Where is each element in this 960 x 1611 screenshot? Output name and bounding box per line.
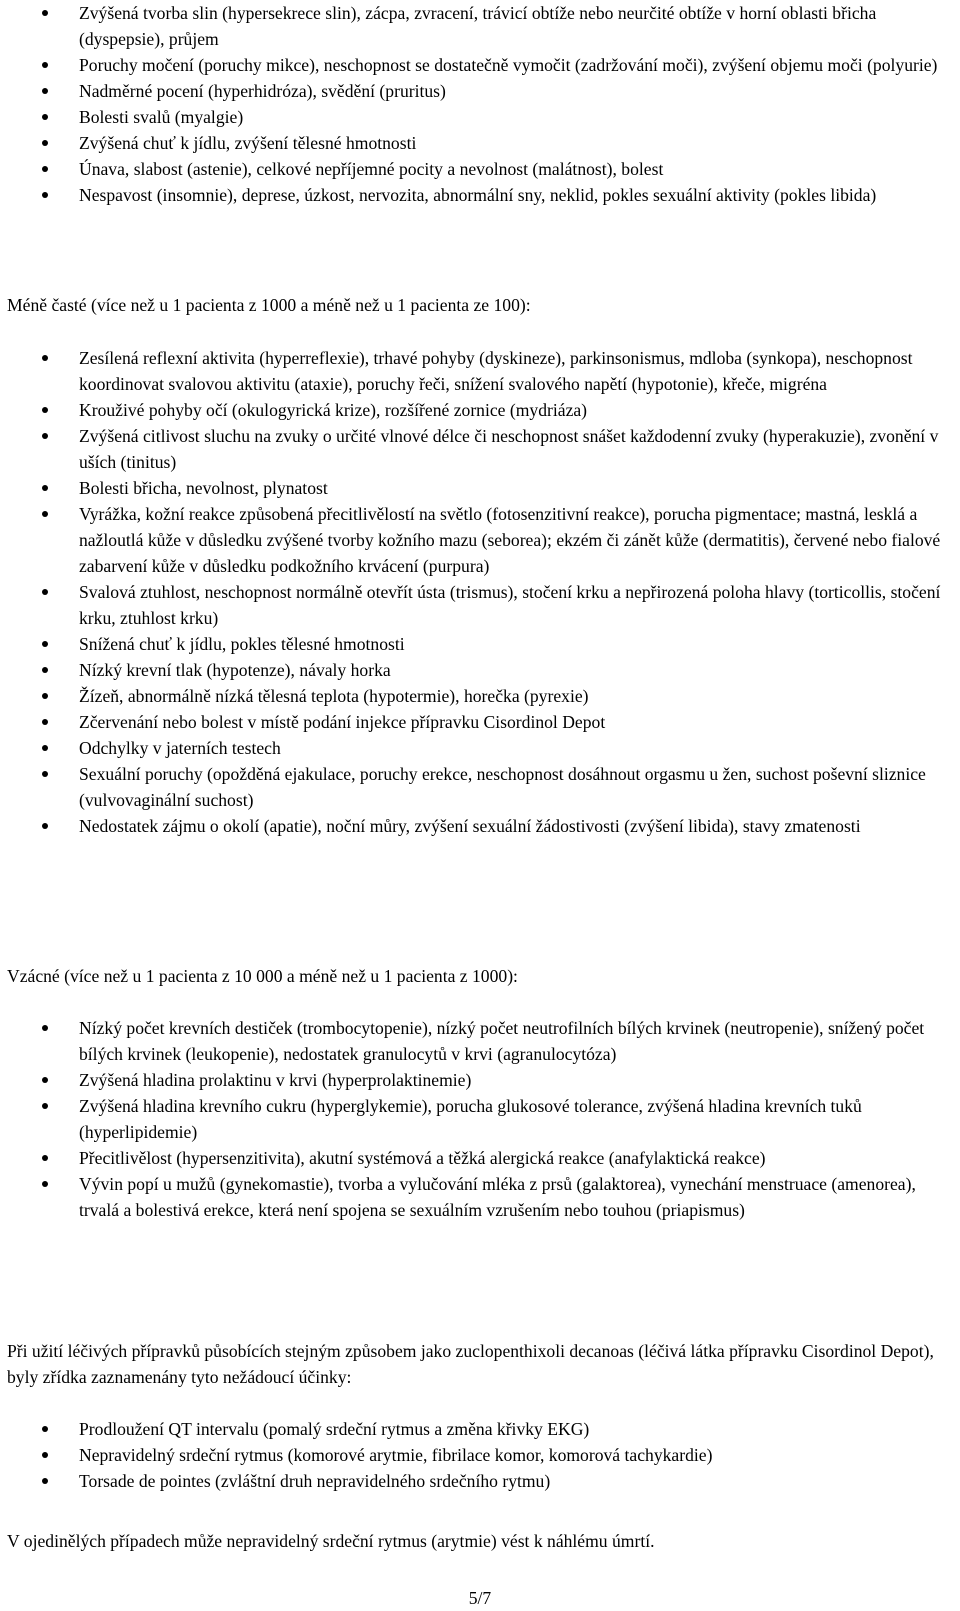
side-effects-list-similar-drugs bbox=[0, 1416, 960, 1494]
page-number: 5/7 bbox=[468, 1588, 492, 1608]
list-item: Žízeň, abnormálně nízká tělesná teplota (hypotermie), horečka (pyrexie) bbox=[0, 683, 960, 709]
list-item: Nízký krevní tlak (hypotenze), návaly horka bbox=[0, 657, 960, 683]
list-item: Zvýšená hladina prolaktinu v krvi (hyperprolaktinemie) bbox=[0, 1067, 960, 1093]
list-item: Sexuální poruchy (opožděná ejakulace, poruchy erekce, neschopnost dosáhnout orgasmu u žen, suchost poševní sliznice (vulvovaginální suchost) bbox=[0, 761, 960, 813]
list-item: Nespavost (insomnie), deprese, úzkost, nervozita, abnormální sny, neklid, pokles sexuální aktivity (pokles libida) bbox=[0, 182, 960, 208]
list-item: Bolesti břicha, nevolnost, plynatost bbox=[0, 475, 960, 501]
list-item: Svalová ztuhlost, neschopnost normálně otevřít ústa (trismus), stočení krku a nepřirozená poloha hlavy (torticollis, stočení krku, ztuhlost krku) bbox=[0, 579, 960, 631]
list-item: Nepravidelný srdeční rytmus (komorové arytmie, fibrilace komor, komorová tachykardie) bbox=[0, 1442, 960, 1468]
list-item: Zčervenání nebo bolest v místě podání injekce přípravku Cisordinol Depot bbox=[0, 709, 960, 735]
list-item: Nadměrné pocení (hyperhidróza), svědění (pruritus) bbox=[0, 78, 960, 104]
list-item: Zvýšená tvorba slin (hypersekrece slin), zácpa, zvracení, trávicí obtíže nebo neurčité obtíže v horní oblasti břicha (dyspepsie), průjem bbox=[0, 0, 960, 52]
list-item: Zvýšená hladina krevního cukru (hyperglykemie), porucha glukosové tolerance, zvýšená hladina krevních tuků (hyperlipidemie) bbox=[0, 1093, 960, 1145]
list-item: Snížená chuť k jídlu, pokles tělesné hmotnosti bbox=[0, 631, 960, 657]
side-effects-list-rare bbox=[0, 1015, 960, 1223]
list-item: Bolesti svalů (myalgie) bbox=[0, 104, 960, 130]
list-item: Torsade de pointes (zvláštní druh nepravidelného srdečního rytmu) bbox=[0, 1468, 960, 1494]
rare-heading: Vzácné (více než u 1 pacienta z 10 000 a méně než u 1 pacienta z 1000): bbox=[7, 966, 518, 986]
similar-drugs-paragraph: Při užití léčivých přípravků působících stejným způsobem jako zuclopenthixoli decanoas (léčivá látka přípravku Cisordinol Depot), byly zřídka zaznamenány tyto nežádoucí účinky: bbox=[7, 1341, 934, 1387]
side-effects-list-common bbox=[0, 0, 960, 208]
list-item: Přecitlivělost (hypersenzitivita), akutní systémová a těžká alergická reakce (anafylaktická reakce) bbox=[0, 1145, 960, 1171]
list-item: Prodloužení QT intervalu (pomalý srdeční rytmus a změna křivky EKG) bbox=[0, 1416, 960, 1442]
uncommon-heading: Méně časté (více než u 1 pacienta z 1000 a méně než u 1 pacienta ze 100): bbox=[7, 295, 531, 315]
list-item: Zvýšená chuť k jídlu, zvýšení tělesné hmotnosti bbox=[0, 130, 960, 156]
list-item: Poruchy močení (poruchy mikce), neschopnost se dostatečně vymočit (zadržování moči), zvýšení objemu moči (polyurie) bbox=[0, 52, 960, 78]
list-item: Nízký počet krevních destiček (trombocytopenie), nízký počet neutrofilních bílých krvinek (neutropenie), snížený počet bílých krvinek (leukopenie), nedostatek granulocytů v krvi (agranulocytóza) bbox=[0, 1015, 960, 1067]
list-item: Únava, slabost (astenie), celkové nepříjemné pocity a nevolnost (malátnost), bolest bbox=[0, 156, 960, 182]
list-item: Zesílená reflexní aktivita (hyperreflexie), trhavé pohyby (dyskineze), parkinsonismus, mdloba (synkopa), neschopnost koordinovat svalovou aktivitu (ataxie), poruchy řeči, snížení svalového napětí (hypotonie), křeče, migréna bbox=[0, 345, 960, 397]
list-item: Krouživé pohyby očí (okulogyrická krize), rozšířené zornice (mydriáza) bbox=[0, 397, 960, 423]
list-item: Nedostatek zájmu o okolí (apatie), noční můry, zvýšení sexuální žádostivosti (zvýšení libida), stavy zmatenosti bbox=[0, 813, 960, 839]
list-item: Zvýšená citlivost sluchu na zvuky o určité vlnové délce či neschopnost snášet každodenní zvuky (hyperakuzie), zvonění v uších (tinitus) bbox=[0, 423, 960, 475]
list-item: Odchylky v jaterních testech bbox=[0, 735, 960, 761]
side-effects-list-uncommon bbox=[0, 345, 960, 839]
list-item: Vyrážka, kožní reakce způsobená přecitlivělostí na světlo (fotosenzitivní reakce), porucha pigmentace; mastná, lesklá a nažloutlá kůže v důsledku zvýšené tvorby kožního mazu (seborea); ekzém či zánět kůže (dermatitis), červené nebo fialové zabarvení kůže v důsledku podkožního krvácení (purpura) bbox=[0, 501, 960, 579]
sudden-death-paragraph: V ojedinělých případech může nepravidelný srdeční rytmus (arytmie) vést k náhlému úmrtí. bbox=[7, 1531, 655, 1551]
list-item: Vývin popí u mužů (gynekomastie), tvorba a vylučování mléka z prsů (galaktorea), vynechání menstruace (amenorea), trvalá a bolestivá erekce, která není spojena se sexuálním vzrušením nebo touhou (priapismus) bbox=[0, 1171, 960, 1223]
